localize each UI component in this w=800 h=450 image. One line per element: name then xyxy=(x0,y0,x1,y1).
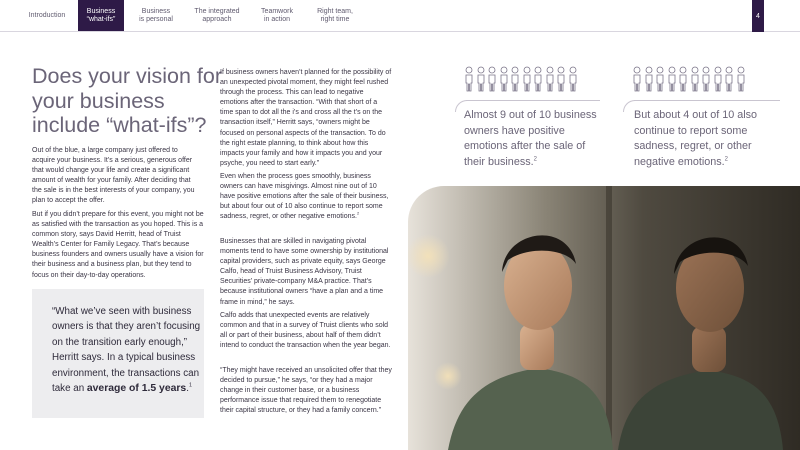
person-icon xyxy=(724,66,734,92)
nav-divider xyxy=(0,31,800,32)
article-paragraph-2: Even when the process goes smoothly, business owners can have misgivings. Almost nine out of 10 have positive emotions after the sale of their business, but about four out of 10 also continue to report some sadness, regret, or other negative emotions.$^2$ xyxy=(220,173,389,221)
person-icon xyxy=(533,66,543,92)
person-icon xyxy=(713,66,723,92)
portrait-illustration xyxy=(408,186,800,450)
footnote-ref: 2 xyxy=(724,156,728,163)
article-paragraph-4: Calfo adds that unexpected events are relatively common and that in a survey of Truist clients who sold all or part of their business, about half of them didn’t intend to conduct the transaction when the year began. xyxy=(220,312,391,350)
person-icon xyxy=(510,66,520,92)
person-icon xyxy=(568,66,578,92)
person-icon xyxy=(545,66,555,92)
article-paragraph-3: Businesses that are skilled in navigating pivotal moments tend to have some ownership by institutional capital providers, such as private equity, says George Calfo, head of Truist Business Advisory, Truist Securities’ private-company M&A practice. That’s because institutional owners “have a plan and a time frame in mind,” he says. xyxy=(220,238,389,306)
stat-rule-1 xyxy=(466,100,600,101)
person-icon xyxy=(499,66,509,92)
intro-paragraph: Out of the blue, a large company just offered to acquire your business. It’s a serious, generous offer that would change your life and create a significant amount of wealth for your family. After deciding that the sale is in the best interests of your company, you plan to accept the offer. xyxy=(32,147,195,205)
article-paragraph-1: If business owners haven’t planned for the possibility of an unexpected pivotal moment, they might feel rushed through the process. This can lead to negative emotions after the transaction. “With that short of a time span to dot all the i’s and cross all the t’s on the transaction itself,” Herritt says, “owners might be focused on personal aspects of the transaction. To do the right estate planning, to think about how this impacts your family and how it impacts you and your psyche, you need to start early.” xyxy=(220,69,392,167)
person-icon xyxy=(690,66,700,92)
nav-tab-introduction[interactable]: Introduction xyxy=(28,12,66,19)
people-icons-stat-2 xyxy=(632,66,746,92)
preparation-paragraph: But if you didn’t prepare for this event, you might not be as satisfied with the transaction as you hoped. This is a common story, says David Herritt, head of Truist Wealth’s Center for Family Legacy. That’s because business founders and owners usually have a vision for their business and a business plan, but they tend to focus on their day-to-day operations. xyxy=(32,211,204,279)
quote-emphasis: average of 1.5 years xyxy=(86,383,187,395)
stat-rule-2 xyxy=(634,100,780,101)
footnote-ref: 1 xyxy=(188,382,192,389)
people-icons-stat-1 xyxy=(464,66,578,92)
person-icon xyxy=(522,66,532,92)
portrait-photo xyxy=(408,186,800,450)
person-icon xyxy=(667,66,677,92)
nav-tab-business-is-personal[interactable]: Business is personal xyxy=(139,8,173,23)
person-icon xyxy=(678,66,688,92)
stat-2-text: But about 4 out of 10 also continue to report some sadness, regret, or other negative emotions.$^2$ xyxy=(634,109,758,168)
person-icon xyxy=(476,66,486,92)
footnote-ref: 2 xyxy=(356,212,360,217)
stat-1-text: Almost 9 out of 10 business owners have positive emotions after the sale of their business.$^2$ xyxy=(464,109,597,168)
page-number: 4 xyxy=(752,0,764,32)
person-icon xyxy=(487,66,497,92)
person-icon xyxy=(556,66,566,92)
page-headline: Does your vision for your business include “what-ifs”? xyxy=(32,64,222,137)
nav-tab-right-team-right-time[interactable]: Right team, right time xyxy=(317,8,353,23)
person-icon xyxy=(632,66,642,92)
pull-quote: “What we’ve seen with business owners is that they aren’t focusing on the transition early enough,” Herritt says. In a typical business environment, the transactions can take an average of 1.5 years.$^1$ xyxy=(52,306,201,395)
nav-tab-integrated-approach[interactable]: The integrated approach xyxy=(194,8,240,23)
person-icon xyxy=(736,66,746,92)
person-icon xyxy=(464,66,474,92)
person-icon xyxy=(655,66,665,92)
article-paragraph-5: “They might have received an unsolicited offer that they decided to pursue,” he says, “or they had a major change in their customer base, or a business performance issue that required them to renegotiate their capital structure, or they had a family concern.” xyxy=(220,367,392,415)
nav-tab-business-what-ifs[interactable]: Business “what-ifs” xyxy=(78,0,124,32)
person-icon xyxy=(644,66,654,92)
nav-tab-teamwork-in-action[interactable]: Teamwork in action xyxy=(261,8,293,23)
footnote-ref: 2 xyxy=(533,156,537,163)
top-navigation xyxy=(0,0,800,32)
person-icon xyxy=(701,66,711,92)
